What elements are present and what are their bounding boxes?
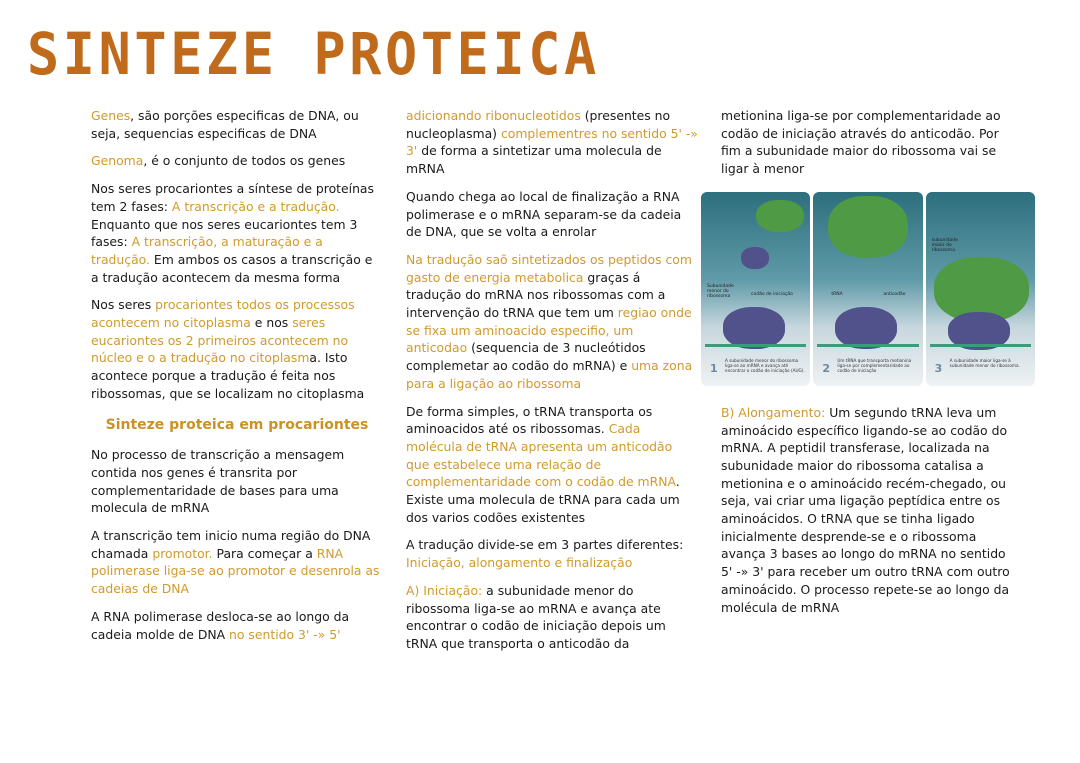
mrna-strand [705, 344, 806, 347]
highlighted-text: RNA polimerase liga-se ao promotor e desenrola as cadeias de DNA [91, 545, 380, 597]
figure-caption: A subunidade maior liga-se à subunidade menor do ribossoma. [949, 357, 1020, 368]
figure-label: subunidade maior do ribossoma [931, 237, 958, 253]
mrna-strand [930, 344, 1031, 347]
paragraph-alongamento [721, 404, 1013, 616]
large-subunit-shape [756, 200, 804, 232]
body-text: Em ambos os casos a transcrição e a tradução acontecem da mesma forma [91, 251, 373, 285]
paragraph-metionina [721, 107, 1013, 178]
paragraph-finalizacao [406, 188, 698, 241]
body-text: a subunidade menor do ribossoma liga-se ao mRNA e avança ate encontrar o codão de iniciação depois um tRNA que transporta o anticodão da [406, 582, 666, 651]
figure-panel-3 [926, 192, 1035, 386]
body-text: metionina liga-se por complementaridade ao codão de iniciação através do anticodão. Por fim a subunidade maior do ribossoma vai se ligar à menor [721, 108, 1001, 177]
paragraph-partes [406, 536, 698, 571]
body-text: a. Isto acontece porque a tradução é feita nos ribossomas, que se localizam no citoplasma [91, 350, 365, 401]
highlighted-text: Na tradução saõ sintetizados os peptidos com gasto de energia metabolica [406, 251, 692, 285]
body-text: Nos seres [91, 297, 156, 313]
body-text: No processo de transcrição a mensagem contida nos genes é transrita por complementaridade de bases para uma molecula de mRNA [91, 447, 345, 516]
body-text: Enquanto que nos seres eucariontes tem 3 fases: [91, 216, 358, 250]
section-heading: Sinteze proteica em procariontes [105, 416, 369, 433]
ribosome-figure [701, 192, 1035, 386]
paragraph-traducao [406, 251, 698, 393]
body-text: A transcrição tem inicio numa região do DNA chamada [91, 528, 371, 561]
highlighted-text: seres eucariontes os 2 primeiros acontecem no núcleo e o a tradução no citoplasm [91, 315, 349, 366]
figure-label: Subunidade menor do ribossoma [707, 283, 734, 299]
body-text: (presentes no nucleoplasma) [406, 108, 671, 141]
small-subunit-shape [741, 247, 769, 269]
highlighted-text: A transcrição, a maturação e a tradução. [91, 234, 323, 267]
body-text: , é o conjunto de todos os genes [143, 153, 346, 169]
highlighted-text: Cada molécula de tRNA apresenta um anticodão que estabelece uma relação de complementaridade com o codão de mRNA [406, 421, 676, 490]
mrna-strand [817, 344, 918, 347]
figure-label: tRNA [831, 291, 843, 297]
step-number: 1 [710, 361, 718, 375]
ribosome-shape [835, 307, 897, 349]
body-text: A tradução divide-se em 3 partes diferentes: [406, 537, 684, 553]
highlighted-text: regiao onde se fixa um aminoacido especifio, um anticodao [406, 305, 692, 356]
body-text: Nos seres procariontes a síntese de proteínas tem 2 fases: [91, 181, 374, 214]
body-text: de forma a sintetizar uma molecula de mRNA [406, 143, 662, 177]
highlighted-text: uma zona para a ligação ao ribossoma [406, 358, 693, 391]
ribosome-shape [723, 307, 785, 349]
paragraph-genes [91, 107, 383, 142]
body-text: Quando chega ao local de finalização a RNA polimerase e o mRNA separam-se da cadeia de DNA, que se volta a enrolar [406, 188, 682, 240]
column-3 [707, 107, 1020, 626]
highlighted-text: Genoma [91, 153, 144, 169]
highlighted-text: Genes [91, 108, 131, 123]
highlighted-text: no sentido 3' -» 5' [229, 626, 341, 642]
figure-label: codão de iniciação [751, 291, 793, 297]
paragraph-fases [91, 180, 383, 286]
body-text: graças á tradução do mRNA nos ribossomas com a intervenção do tRNA que tem um [406, 269, 666, 321]
step-number: 3 [934, 361, 943, 375]
body-text: Um segundo tRNA leva um aminoácido específico ligando-se ao codão do mRNA. A peptidil transferase, localizada na subunidade maior do ribossoma catalisa a metionina e o aminoácido recém-chegado, ou seja, vai criar uma ligação peptídica entre os aminoácidos. O tRNA que se tinha ligado inicialmente desprende-se e o ribossoma avança 3 bases ao longo do mRNA no sentido 5' -» 3' para receber um outro tRNA com outro aminoácido. O processo repete-se ao longo da molécula de mRNA [721, 404, 1010, 615]
paragraph-iniciacao [406, 582, 698, 653]
figure-caption: Um tRNA que transporta metionina liga-se por complementaridade ao codão de iniciação [837, 357, 912, 373]
paragraph-trna [406, 403, 698, 527]
large-subunit-shape [828, 196, 908, 258]
body-text: e nos [250, 315, 293, 331]
paragraph-transcricao [91, 446, 383, 517]
body-text: De forma simples, o tRNA transporta os aminoacidos até os ribossomas. [406, 403, 653, 437]
figure-label: anticodão [883, 291, 906, 297]
highlighted-text: complementres no sentido 5' -» 3' [406, 125, 698, 159]
highlighted-text: adicionando ribonucleotidos [406, 108, 581, 123]
highlighted-text: B) Alongamento: [721, 404, 826, 420]
paragraph-localizacao [91, 296, 383, 402]
highlighted-text: Iniciação, alongamento e finalização [406, 555, 633, 571]
body-text: Para começar a [212, 545, 317, 561]
figure-panel-2 [813, 192, 922, 386]
highlighted-text: promotor. [152, 545, 213, 561]
step-number: 2 [822, 361, 830, 375]
highlighted-text: A transcrição e a tradução. [171, 198, 340, 214]
body-text: A RNA polimerase desloca-se ao longo da cadeia molde de DNA [91, 608, 350, 642]
page-title: SINTEZE PROTEICA [27, 20, 600, 88]
body-text: , são porções especificas de DNA, ou seja, sequencias especificas de DNA [91, 108, 359, 141]
paragraph-promotor [91, 527, 383, 598]
paragraph-ribonucleotidos [406, 107, 698, 178]
column-1 [91, 107, 383, 653]
paragraph-genoma [91, 152, 383, 170]
body-text: . Existe uma molecula de tRNA para cada um dos varios codões existentes [406, 474, 680, 525]
body-text: (sequencia de 3 nucleótidos complemetar ao codão do mRNA) e [406, 340, 646, 374]
highlighted-text: A) Iniciação: [406, 582, 483, 598]
figure-caption: A subunidade menor do ribossoma liga-se ao mRNA e avança até encontrar o codão de iniciação (AUG). [725, 357, 805, 373]
highlighted-text: procariontes todos os processos acontecem no citoplasma [91, 297, 355, 331]
figure-panel-1 [701, 192, 810, 386]
column-2 [406, 107, 698, 663]
paragraph-rna-polimerase [91, 608, 383, 643]
